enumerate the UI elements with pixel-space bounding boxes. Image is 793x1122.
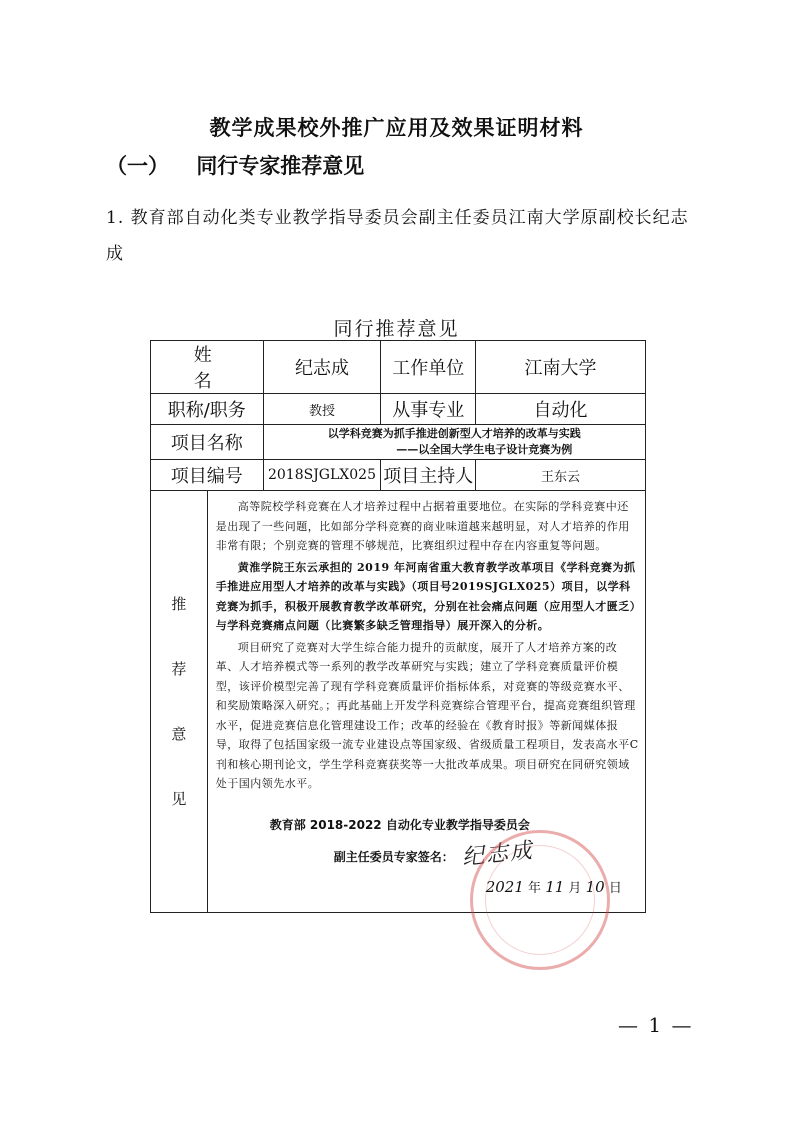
section-heading bbox=[106, 150, 364, 180]
major-label: 从事专业 bbox=[381, 394, 476, 425]
side-char-3: 意 bbox=[171, 725, 187, 744]
side-char-4: 见 bbox=[171, 790, 187, 809]
signer-label: 副主任委员专家签名： bbox=[333, 849, 454, 864]
side-char-2: 荐 bbox=[171, 660, 187, 679]
project-leader-value: 王东云 bbox=[475, 460, 645, 491]
name-label: 姓 名 bbox=[151, 341, 264, 394]
recommendation-paragraph: 黄淮学院王东云承担的 2019 年河南省重大教育教学改革项目《学科竞赛为抓手推进应用型人才培养的改革与实践》（项目号2019SJGLX025）项目，以学科竞赛为抓手，积极开展教育教学改革研究，分别在社会痛点问题（应用型人才匮乏）与学科竞赛痛点问题（比赛繁多缺乏管理指导）展开深入的分析。 bbox=[215, 560, 636, 632]
section-heading-text: 同行专家推荐意见 bbox=[196, 153, 365, 178]
date-day: 10 bbox=[585, 877, 605, 896]
project-name-value bbox=[263, 425, 645, 460]
date-month: 11 bbox=[545, 877, 565, 896]
signature-organization: 教育部 2018-2022 自动化专业教学指导委员会 bbox=[269, 817, 530, 832]
page-number: — 1 — bbox=[618, 1013, 694, 1037]
work-unit-value: 江南大学 bbox=[475, 341, 645, 394]
handwritten-signature: 纪志成 bbox=[460, 837, 535, 871]
date-day-unit: 日 bbox=[608, 880, 622, 896]
position-value: 教授 bbox=[263, 394, 381, 425]
form-title: 同行推荐意见 bbox=[333, 318, 460, 340]
project-id-label: 项目编号 bbox=[151, 460, 264, 491]
document-title: 教学成果校外推广应用及效果证明材料 bbox=[209, 115, 584, 140]
recommendation-paragraph: 高等院校学科竞赛在人才培养过程中占据着重要地位。在实际的学科竞赛中还是出现了一些问题，比如部分学科竞赛的商业味道越来越明显，对人才培养的作用非常有限；个别竞赛的管理不够规范，比赛组织过程中存在内容重复等问题。 bbox=[215, 500, 630, 552]
recommendation-paragraph: 项目研究了竞赛对大学生综合能力提升的贡献度，展开了人才培养方案的改革、人才培养模式等一系列的教学改革研究与实践；建立了学科竞赛质量评价模型，该评价模型完善了现有学科竞赛质量评价指标体系，对竞赛的等级竞赛水平、和奖励策略深入研究。；再此基础上开发学科竞赛综合管理平台，提高竞赛组织管理水平，促进竞赛信息化管理建设工作；改革的经验在《教育时报》等新闻媒体报导，取得了包括国家级一流专业建设点等国家级、省级质量工程项目，发表高水平C刊和核心期刊论文，学生学科竞赛获奖等一大批改革成果。项目研究在同研究领域处于国内领先水平。 bbox=[215, 640, 639, 790]
date-year: 2021 bbox=[485, 877, 524, 896]
recommendation-form bbox=[150, 340, 646, 913]
date-month-unit: 月 bbox=[568, 880, 582, 896]
project-name-label: 项目名称 bbox=[151, 425, 264, 460]
section-number: （一） bbox=[106, 153, 169, 178]
position-label: 职称/职务 bbox=[151, 394, 264, 425]
project-name-line2: ——以全国大学生电子设计竞赛为例 bbox=[396, 443, 573, 456]
project-leader-label: 项目主持人 bbox=[381, 460, 476, 491]
recommendation-side-label bbox=[151, 491, 208, 913]
work-unit-label: 工作单位 bbox=[381, 341, 476, 394]
side-char-1: 推 bbox=[171, 595, 187, 614]
date-year-unit: 年 bbox=[528, 880, 542, 896]
official-seal bbox=[470, 830, 610, 970]
name-value: 纪志成 bbox=[263, 341, 381, 394]
intro-paragraph: 1. 教育部自动化类专业教学指导委员会副主任委员江南大学原副校长纪志成 bbox=[106, 208, 689, 264]
project-id-value: 2018SJGLX025 bbox=[263, 460, 381, 491]
project-name-line1: 以学科竞赛为抓手推进创新型人才培养的改革与实践 bbox=[327, 427, 581, 440]
major-value: 自动化 bbox=[475, 394, 645, 425]
